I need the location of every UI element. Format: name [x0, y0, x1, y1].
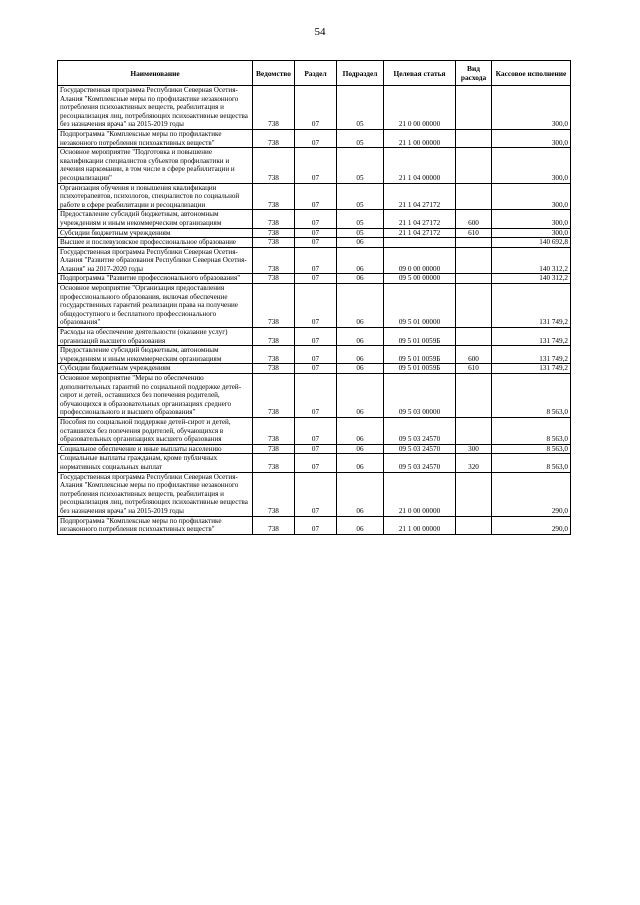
- cell-vedomstvo: 738: [253, 364, 295, 374]
- page-number: 54: [314, 26, 326, 38]
- cell-razdel: 07: [295, 129, 337, 147]
- cell-vedomstvo: 738: [253, 328, 295, 346]
- cell-razdel: 07: [295, 86, 337, 130]
- cell-name: Предоставление субсидий бюджетным, автономным учреждениям и иным некоммерческим организациям: [58, 346, 253, 364]
- cell-razdel: 07: [295, 148, 337, 183]
- cell-tselevaya: 21 1 04 00000: [384, 148, 456, 183]
- cell-podrazdel: 06: [337, 472, 384, 516]
- cell-kassovoe: 140 692,8: [492, 238, 571, 248]
- table-row: [58, 284, 571, 328]
- cell-kassovoe: 300,0: [492, 228, 571, 238]
- cell-kassovoe: 131 749,2: [492, 346, 571, 364]
- cell-razdel: 07: [295, 238, 337, 248]
- cell-vid: 600: [456, 346, 492, 364]
- cell-kassovoe: 300,0: [492, 183, 571, 210]
- cell-kassovoe: 131 749,2: [492, 284, 571, 328]
- header-name: Наименование: [58, 61, 253, 86]
- cell-vedomstvo: 738: [253, 374, 295, 418]
- cell-tselevaya: 09 5 03 24570: [384, 417, 456, 444]
- cell-vedomstvo: 738: [253, 238, 295, 248]
- cell-razdel: 07: [295, 183, 337, 210]
- cell-name: Высшее и послевузовское профессиональное образование: [58, 238, 253, 248]
- cell-razdel: 07: [295, 274, 337, 284]
- cell-podrazdel: 06: [337, 374, 384, 418]
- cell-vid: [456, 374, 492, 418]
- cell-vedomstvo: 738: [253, 129, 295, 147]
- cell-razdel: 07: [295, 346, 337, 364]
- cell-vid: [456, 417, 492, 444]
- cell-podrazdel: 05: [337, 129, 384, 147]
- cell-razdel: 07: [295, 247, 337, 274]
- cell-vid: 300: [456, 444, 492, 454]
- cell-vedomstvo: 738: [253, 284, 295, 328]
- cell-kassovoe: 300,0: [492, 148, 571, 183]
- cell-razdel: 07: [295, 516, 337, 534]
- table-row: [58, 228, 571, 238]
- cell-vid: [456, 274, 492, 284]
- cell-vedomstvo: 738: [253, 228, 295, 238]
- cell-podrazdel: 06: [337, 346, 384, 364]
- cell-vedomstvo: 738: [253, 210, 295, 228]
- cell-vid: 610: [456, 364, 492, 374]
- table-row: [58, 328, 571, 346]
- cell-vid: [456, 183, 492, 210]
- cell-vid: 610: [456, 228, 492, 238]
- cell-tselevaya: 09 5 00 00000: [384, 274, 456, 284]
- cell-razdel: 07: [295, 472, 337, 516]
- cell-podrazdel: 06: [337, 454, 384, 472]
- header-razdel: Раздел: [295, 61, 337, 86]
- cell-razdel: 07: [295, 328, 337, 346]
- cell-razdel: 07: [295, 228, 337, 238]
- cell-kassovoe: 8 563,0: [492, 374, 571, 418]
- cell-podrazdel: 06: [337, 516, 384, 534]
- header-tselevaya: Целевая статья: [384, 61, 456, 86]
- cell-name: Предоставление субсидий бюджетным, автономным учреждениям и иным некоммерческим организациям: [58, 210, 253, 228]
- cell-name: Государственная программа Республики Северная Осетия-Алания "Комплексные меры по профилактике незаконного потребления психоактивных веществ, реабилитация и ресоциализация лиц, потребляющих психоактивные вещества без назначения врача" на 2015-2019 годы: [58, 472, 253, 516]
- cell-tselevaya: 21 1 04 27172: [384, 228, 456, 238]
- cell-podrazdel: 06: [337, 284, 384, 328]
- cell-kassovoe: 290,0: [492, 516, 571, 534]
- cell-razdel: 07: [295, 417, 337, 444]
- table-row: [58, 444, 571, 454]
- cell-razdel: 07: [295, 210, 337, 228]
- cell-tselevaya: 21 0 00 00000: [384, 86, 456, 130]
- cell-tselevaya: 21 0 00 00000: [384, 472, 456, 516]
- cell-tselevaya: 09 5 01 0059Б: [384, 328, 456, 346]
- cell-tselevaya: 21 1 04 27172: [384, 183, 456, 210]
- cell-tselevaya: 21 1 00 00000: [384, 129, 456, 147]
- table-row: [58, 516, 571, 534]
- cell-podrazdel: 06: [337, 247, 384, 274]
- cell-podrazdel: 06: [337, 274, 384, 284]
- cell-tselevaya: 21 1 04 27172: [384, 210, 456, 228]
- cell-podrazdel: 05: [337, 86, 384, 130]
- cell-name: Государственная программа Республики Северная Осетия-Алания "Развитие образования Республики Северная Осетия-Алания" на 2017-2020 годы: [58, 247, 253, 274]
- cell-razdel: 07: [295, 284, 337, 328]
- cell-kassovoe: 300,0: [492, 86, 571, 130]
- budget-table: [57, 60, 571, 535]
- header-kassovoe: Кассовое исполнение: [492, 61, 571, 86]
- cell-kassovoe: 8 563,0: [492, 454, 571, 472]
- table-row: [58, 183, 571, 210]
- cell-vedomstvo: 738: [253, 86, 295, 130]
- cell-kassovoe: 131 749,2: [492, 328, 571, 346]
- table-row: [58, 148, 571, 183]
- cell-razdel: 07: [295, 454, 337, 472]
- cell-kassovoe: 300,0: [492, 129, 571, 147]
- cell-name: Подпрограмма "Комплексные меры по профилактике незаконного потребления психоактивных веществ": [58, 516, 253, 534]
- table-row: [58, 472, 571, 516]
- cell-podrazdel: 06: [337, 444, 384, 454]
- header-vedomstvo: Ведомство: [253, 61, 295, 86]
- cell-vid: [456, 86, 492, 130]
- cell-tselevaya: 09 5 01 0059Б: [384, 364, 456, 374]
- cell-name: Подпрограмма "Развитие профессионального образования": [58, 274, 253, 284]
- cell-vedomstvo: 738: [253, 444, 295, 454]
- table-row: [58, 346, 571, 364]
- table-header-row: [58, 61, 571, 86]
- cell-name: Пособия по социальной поддержке детей-сирот и детей, оставшихся без попечения родителей, обучающихся в образовательных организациях высшего образования: [58, 417, 253, 444]
- table-row: [58, 417, 571, 444]
- table-row: [58, 374, 571, 418]
- cell-name: Социальное обеспечение и иные выплаты населению: [58, 444, 253, 454]
- cell-name: Субсидии бюджетным учреждениям: [58, 364, 253, 374]
- cell-vid: [456, 284, 492, 328]
- cell-podrazdel: 06: [337, 328, 384, 346]
- cell-vedomstvo: 738: [253, 472, 295, 516]
- table-row: [58, 364, 571, 374]
- header-vid: Вид расхода: [456, 61, 492, 86]
- header-podrazdel: Подраздел: [337, 61, 384, 86]
- cell-kassovoe: 140 312,2: [492, 274, 571, 284]
- table-row: [58, 454, 571, 472]
- cell-tselevaya: 09 0 00 00000: [384, 247, 456, 274]
- cell-vid: [456, 238, 492, 248]
- cell-podrazdel: 06: [337, 417, 384, 444]
- cell-podrazdel: 06: [337, 364, 384, 374]
- cell-name: Расходы на обеспечение деятельности (оказание услуг) организаций высшего образования: [58, 328, 253, 346]
- cell-vedomstvo: 738: [253, 454, 295, 472]
- cell-name: Подпрограмма "Комплексные меры по профилактике незаконного потребления психоактивных веществ": [58, 129, 253, 147]
- cell-vid: [456, 516, 492, 534]
- cell-tselevaya: 09 5 03 00000: [384, 374, 456, 418]
- cell-vedomstvo: 738: [253, 516, 295, 534]
- cell-podrazdel: 05: [337, 210, 384, 228]
- cell-name: Основное мероприятие "Подготовка и повышение квалификации специалистов субъектов профилактики и лечения наркомании, в том числе в сфере реабилитации и ресоциализации": [58, 148, 253, 183]
- cell-vid: [456, 472, 492, 516]
- cell-vedomstvo: 738: [253, 346, 295, 364]
- cell-vid: [456, 247, 492, 274]
- cell-tselevaya: 09 5 03 24570: [384, 444, 456, 454]
- table-row: [58, 274, 571, 284]
- cell-razdel: 07: [295, 374, 337, 418]
- cell-tselevaya: 09 5 01 00000: [384, 284, 456, 328]
- cell-name: Основное мероприятие "Меры по обеспечению дополнительных гарантий по социальной поддержке детей-сирот и детей, оставшихся без попечения родителей, обучающихся в образовательных организациях среднего профессионального и высшего образования": [58, 374, 253, 418]
- cell-name: Социальные выплаты гражданам, кроме публичных нормативных социальных выплат: [58, 454, 253, 472]
- table-row: [58, 247, 571, 274]
- cell-tselevaya: 09 5 01 0059Б: [384, 346, 456, 364]
- cell-vid: 600: [456, 210, 492, 228]
- cell-podrazdel: 05: [337, 183, 384, 210]
- cell-podrazdel: 05: [337, 148, 384, 183]
- cell-tselevaya: [384, 238, 456, 248]
- cell-kassovoe: 140 312,2: [492, 247, 571, 274]
- cell-name: Государственная программа Республики Северная Осетия-Алания "Комплексные меры по профилактике незаконного потребления психоактивных веществ, реабилитация и ресоциализация лиц, потребляющих психоактивные вещества без назначения врача" на 2015-2019 годы: [58, 86, 253, 130]
- cell-vedomstvo: 738: [253, 417, 295, 444]
- cell-kassovoe: 8 563,0: [492, 417, 571, 444]
- cell-tselevaya: 09 5 03 24570: [384, 454, 456, 472]
- cell-razdel: 07: [295, 444, 337, 454]
- cell-kassovoe: 300,0: [492, 210, 571, 228]
- cell-podrazdel: 05: [337, 228, 384, 238]
- table-row: [58, 238, 571, 248]
- cell-vedomstvo: 738: [253, 247, 295, 274]
- cell-vedomstvo: 738: [253, 274, 295, 284]
- cell-kassovoe: 131 749,2: [492, 364, 571, 374]
- cell-name: Субсидии бюджетным учреждениям: [58, 228, 253, 238]
- table-row: [58, 210, 571, 228]
- cell-vid: [456, 148, 492, 183]
- cell-kassovoe: 290,0: [492, 472, 571, 516]
- cell-kassovoe: 8 563,0: [492, 444, 571, 454]
- table-row: [58, 129, 571, 147]
- cell-vid: [456, 328, 492, 346]
- table-row: [58, 86, 571, 130]
- cell-vedomstvo: 738: [253, 183, 295, 210]
- cell-vid: [456, 129, 492, 147]
- cell-podrazdel: 06: [337, 238, 384, 248]
- cell-name: Организация обучения и повышения квалификации психотерапевтов, психологов, специалистов по социальной работе в сфере реабилитации и ресоциализации: [58, 183, 253, 210]
- cell-name: Основное мероприятие "Организация предоставления профессионального образования, включая обеспечение государственных гарантий реализации права на получение общедоступного и бесплатного профессионального образования": [58, 284, 253, 328]
- cell-tselevaya: 21 1 00 00000: [384, 516, 456, 534]
- cell-vedomstvo: 738: [253, 148, 295, 183]
- cell-razdel: 07: [295, 364, 337, 374]
- cell-vid: 320: [456, 454, 492, 472]
